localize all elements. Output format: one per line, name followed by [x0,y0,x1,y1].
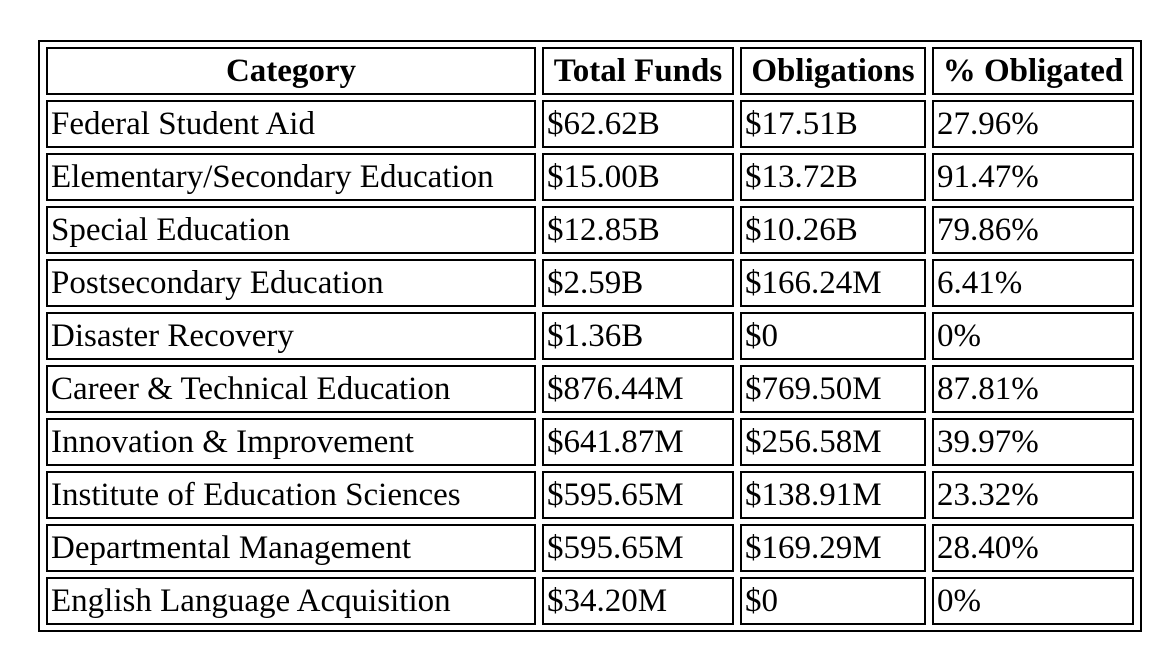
cell-total-funds: $15.00B [542,153,734,201]
cell-category: Disaster Recovery [46,312,536,360]
table-row [46,206,1134,254]
cell-category: Elementary/Secondary Education [46,153,536,201]
cell-pct-obligated: 79.86% [932,206,1134,254]
funds-table-container [38,40,1142,632]
cell-total-funds: $2.59B [542,259,734,307]
cell-pct-obligated: 87.81% [932,365,1134,413]
cell-obligations: $169.29M [740,524,926,572]
cell-obligations: $256.58M [740,418,926,466]
column-header-total-funds: Total Funds [542,47,734,95]
cell-total-funds: $595.65M [542,524,734,572]
cell-obligations: $17.51B [740,100,926,148]
table-row [46,524,1134,572]
cell-obligations: $0 [740,577,926,625]
table-body [46,100,1134,625]
cell-category: Postsecondary Education [46,259,536,307]
cell-pct-obligated: 28.40% [932,524,1134,572]
cell-pct-obligated: 27.96% [932,100,1134,148]
table-row [46,471,1134,519]
cell-pct-obligated: 6.41% [932,259,1134,307]
cell-total-funds: $1.36B [542,312,734,360]
cell-pct-obligated: 91.47% [932,153,1134,201]
cell-pct-obligated: 0% [932,577,1134,625]
funds-table [38,40,1142,632]
column-header-obligations: Obligations [740,47,926,95]
cell-total-funds: $12.85B [542,206,734,254]
cell-total-funds: $595.65M [542,471,734,519]
column-header-category: Category [46,47,536,95]
cell-total-funds: $876.44M [542,365,734,413]
cell-obligations: $0 [740,312,926,360]
cell-category: Special Education [46,206,536,254]
cell-pct-obligated: 0% [932,312,1134,360]
cell-obligations: $13.72B [740,153,926,201]
cell-pct-obligated: 39.97% [932,418,1134,466]
table-row [46,418,1134,466]
cell-obligations: $769.50M [740,365,926,413]
table-row [46,312,1134,360]
cell-total-funds: $641.87M [542,418,734,466]
cell-category: Federal Student Aid [46,100,536,148]
cell-total-funds: $34.20M [542,577,734,625]
cell-obligations: $138.91M [740,471,926,519]
table-row [46,100,1134,148]
cell-category: Career & Technical Education [46,365,536,413]
cell-pct-obligated: 23.32% [932,471,1134,519]
cell-category: English Language Acquisition [46,577,536,625]
cell-obligations: $10.26B [740,206,926,254]
cell-obligations: $166.24M [740,259,926,307]
cell-category: Innovation & Improvement [46,418,536,466]
table-row [46,365,1134,413]
header-row [46,47,1134,95]
table-row [46,153,1134,201]
table-header [46,47,1134,95]
cell-total-funds: $62.62B [542,100,734,148]
cell-category: Departmental Management [46,524,536,572]
column-header-pct-obligated: % Obligated [932,47,1134,95]
cell-category: Institute of Education Sciences [46,471,536,519]
table-row [46,577,1134,625]
table-row [46,259,1134,307]
